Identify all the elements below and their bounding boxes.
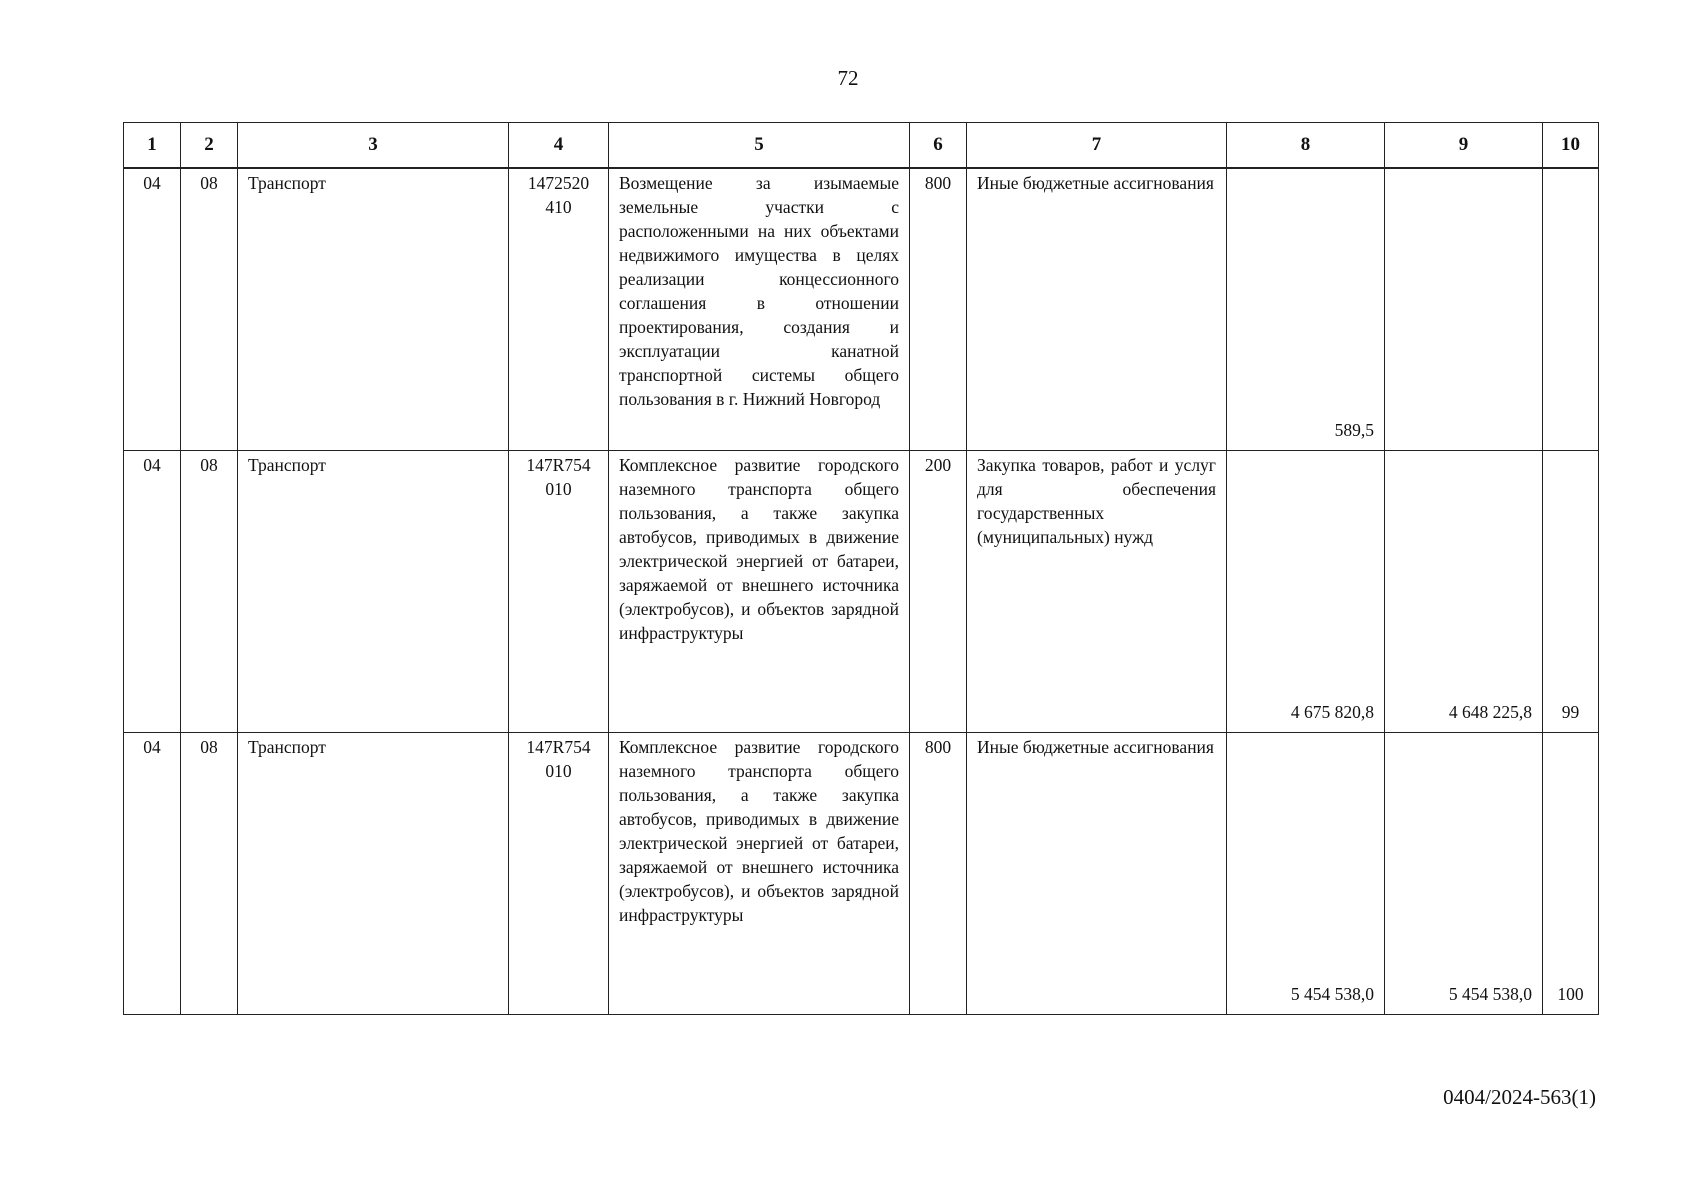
expense-type-code: 800	[910, 733, 967, 1015]
subsection-code: 08	[181, 733, 238, 1015]
subsection-code: 08	[181, 168, 238, 451]
header-col-5: 5	[609, 123, 910, 169]
expense-type-name: Иные бюджетные ассигнования	[967, 168, 1227, 451]
section-code: 04	[124, 168, 181, 451]
page-number: 72	[837, 66, 859, 90]
amount-executed: 4 648 225,8	[1385, 451, 1543, 733]
table-row	[124, 168, 1599, 451]
amount-planned: 4 675 820,8	[1227, 451, 1385, 733]
subsection-code: 08	[181, 451, 238, 733]
expense-type-code: 200	[910, 451, 967, 733]
expense-type-name: Иные бюджетные ассигнования	[967, 733, 1227, 1015]
execution-percent: 99	[1543, 451, 1599, 733]
header-col-2: 2	[181, 123, 238, 169]
subsection-name: Транспорт	[238, 733, 509, 1015]
header-col-9: 9	[1385, 123, 1543, 169]
subsection-name: Транспорт	[238, 451, 509, 733]
amount-executed: 5 454 538,0	[1385, 733, 1543, 1015]
header-col-8: 8	[1227, 123, 1385, 169]
amount-planned: 5 454 538,0	[1227, 733, 1385, 1015]
target-article-code: 147R754 010	[509, 733, 609, 1015]
target-article-name: Комплексное развитие городского наземного транспорта общего пользования, а также закупка автобусов, приводимых в движение электрической энергией от батареи, заряжаемой от внешнего источника (электробусов), и объектов зарядной инфраструктуры	[609, 733, 910, 1015]
header-col-3: 3	[238, 123, 509, 169]
document-code: 0404/2024-563(1)	[1443, 1085, 1596, 1109]
target-article-code: 147R754 010	[509, 451, 609, 733]
table-header-row	[124, 123, 1599, 169]
subsection-name: Транспорт	[238, 168, 509, 451]
execution-percent: 100	[1543, 733, 1599, 1015]
target-article-name: Возмещение за изымаемые земельные участки с расположенными на них объектами недвижимого имущества в целях реализации концессионного соглашения в отношении проектирования, создания и эксплуатации канатной транспортной системы общего пользования в г. Нижний Новгород	[609, 168, 910, 451]
execution-percent	[1543, 168, 1599, 451]
header-col-10: 10	[1543, 123, 1599, 169]
table-row	[124, 451, 1599, 733]
expense-type-name: Закупка товаров, работ и услуг для обеспечения государственных (муниципальных) нужд	[967, 451, 1227, 733]
header-col-6: 6	[910, 123, 967, 169]
header-col-4: 4	[509, 123, 609, 169]
amount-planned: 589,5	[1227, 168, 1385, 451]
section-code: 04	[124, 733, 181, 1015]
header-col-7: 7	[967, 123, 1227, 169]
budget-table	[123, 122, 1599, 1015]
amount-executed	[1385, 168, 1543, 451]
target-article-name: Комплексное развитие городского наземного транспорта общего пользования, а также закупка автобусов, приводимых в движение электрической энергией от батареи, заряжаемой от внешнего источника (электробусов), и объектов зарядной инфраструктуры	[609, 451, 910, 733]
table-row	[124, 733, 1599, 1015]
header-col-1: 1	[124, 123, 181, 169]
expense-type-code: 800	[910, 168, 967, 451]
section-code: 04	[124, 451, 181, 733]
target-article-code: 1472520 410	[509, 168, 609, 451]
